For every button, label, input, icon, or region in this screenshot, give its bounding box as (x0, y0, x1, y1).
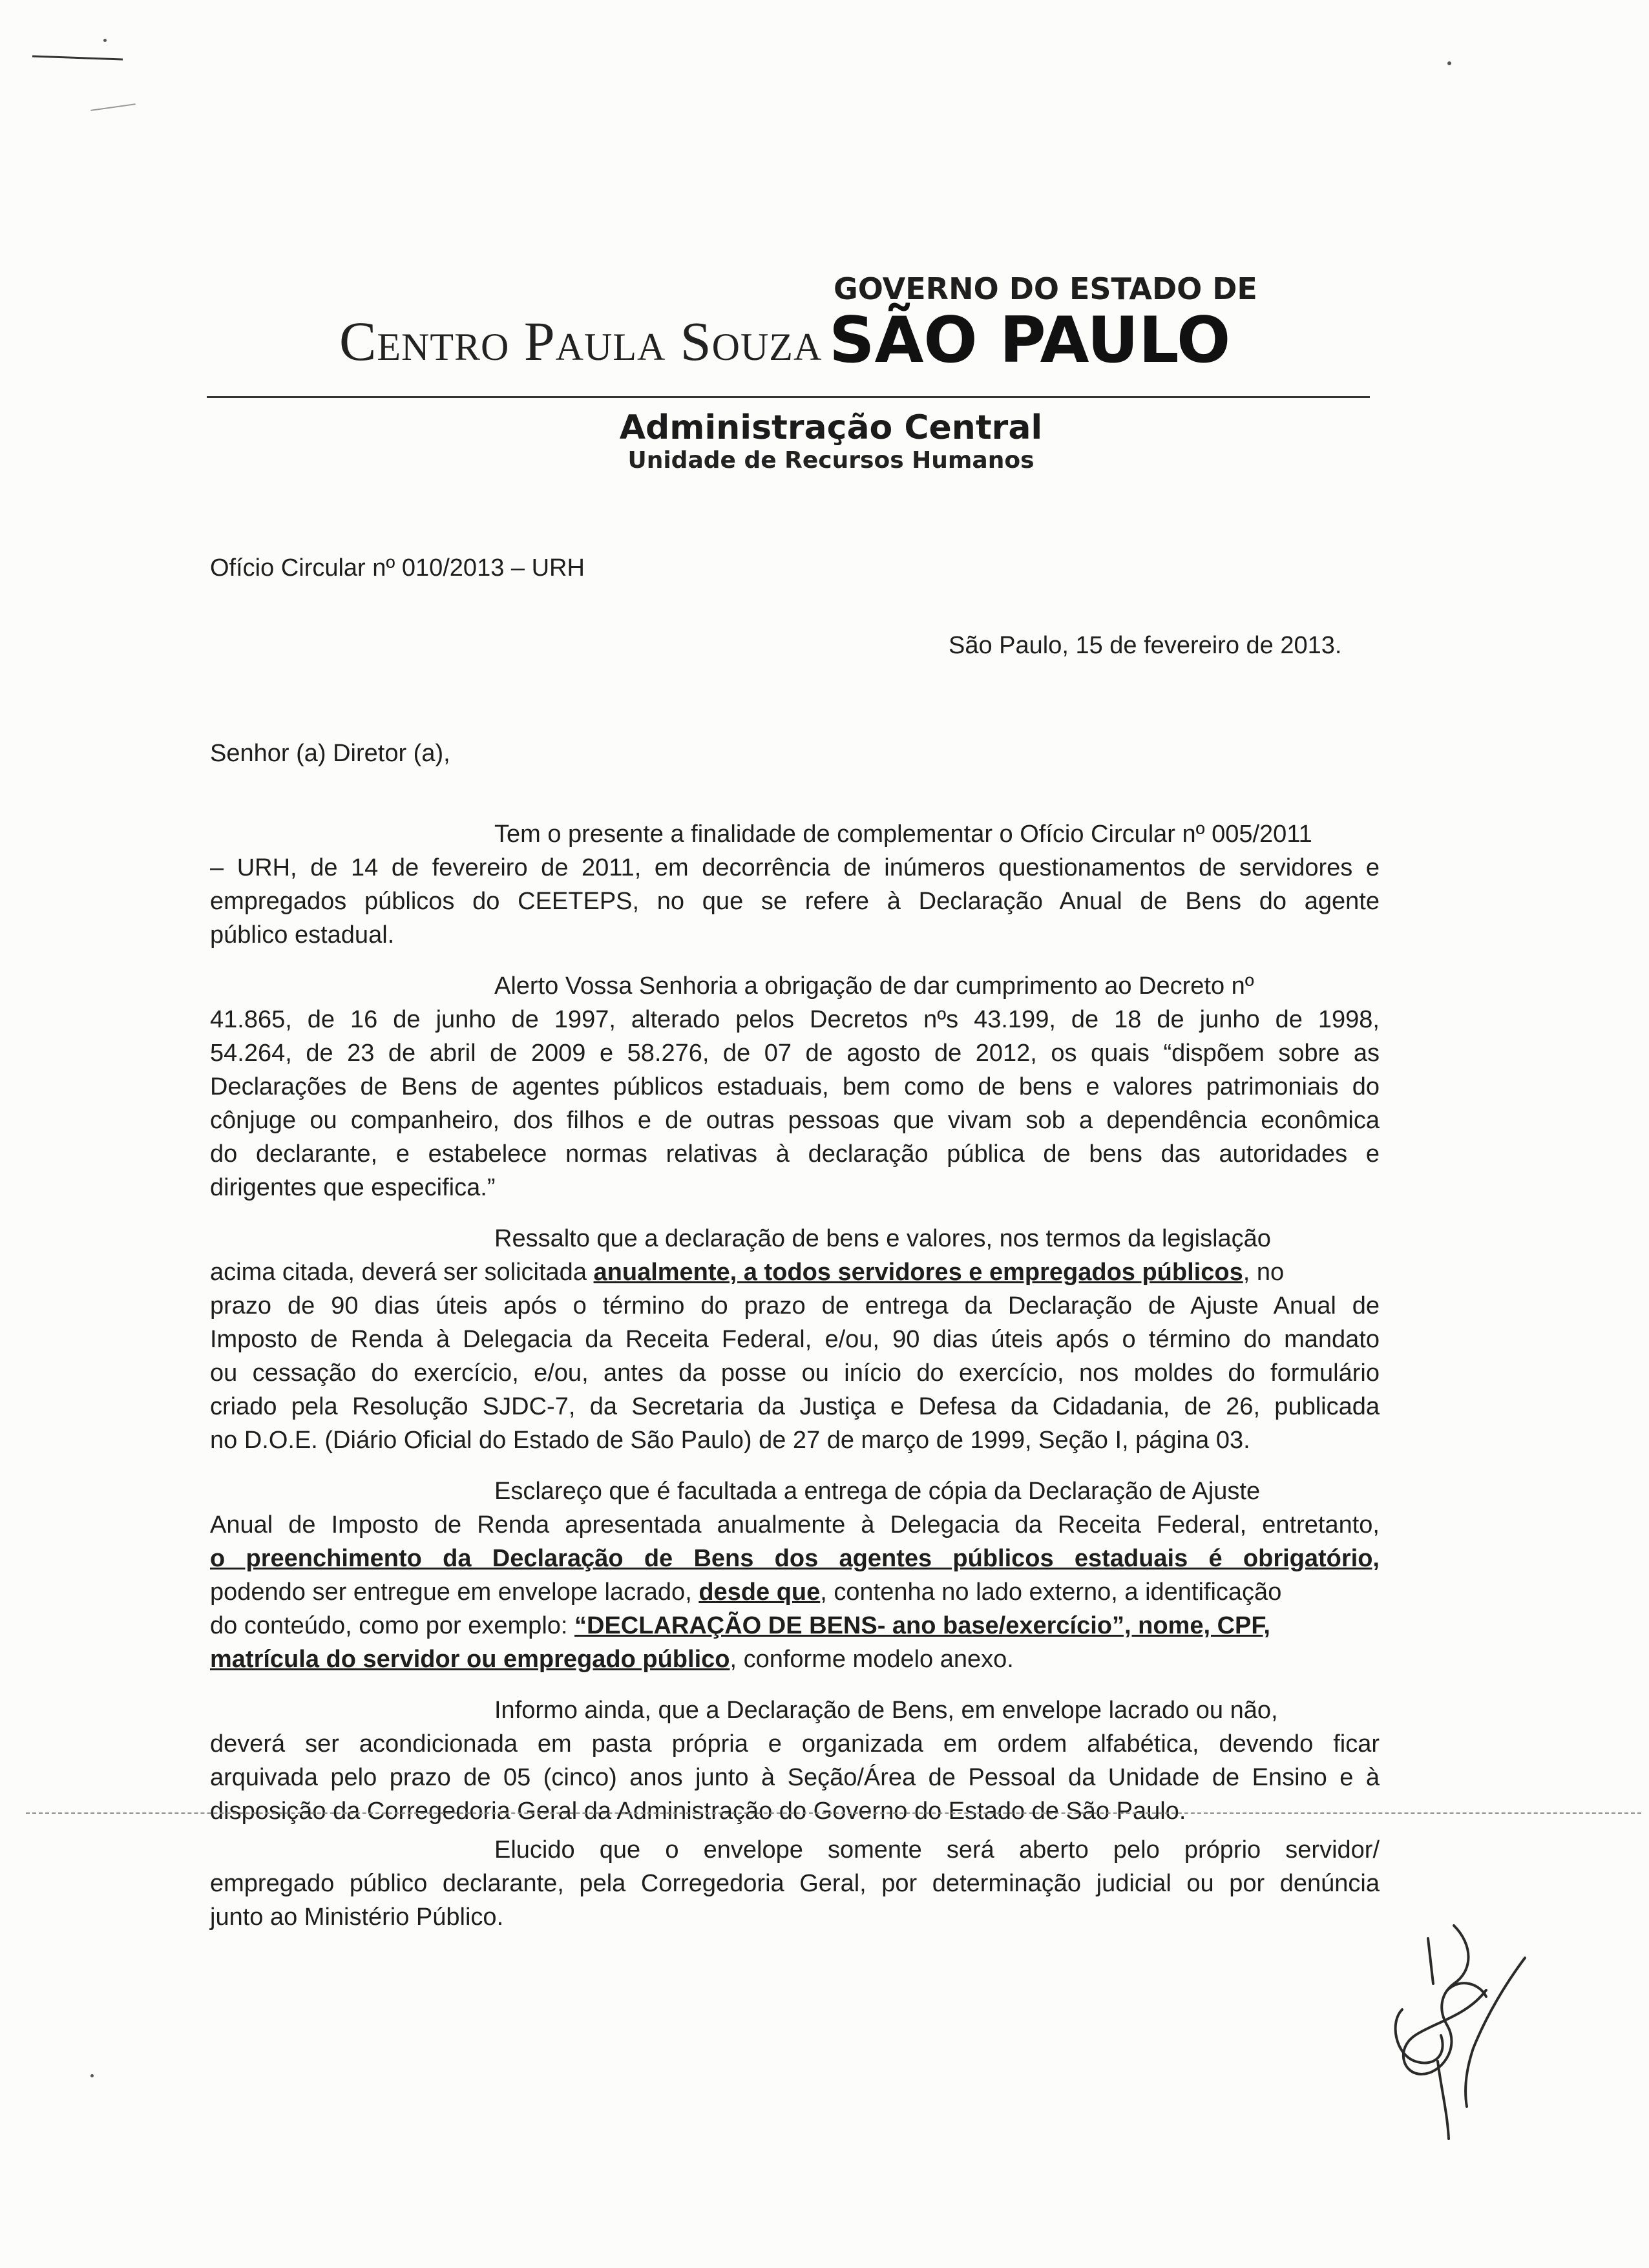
reference-number: Ofício Circular nº 010/2013 – URH (210, 554, 585, 582)
text-span: , contenha no lado externo, a identificação (820, 1579, 1282, 1606)
text-line: Informo ainda, que a Declaração de Bens, em envelope lacrado ou não, (494, 1697, 1278, 1724)
text-line: Ressalto que a declaração de bens e valores, nos termos da legislação (494, 1225, 1271, 1252)
text-line: Declarações de Bens de agentes públicos estaduais, bem como de bens e valores patrimoniais do (210, 1073, 1380, 1100)
text-line: Imposto de Renda à Delegacia da Receita Federal, e/ou, 90 dias úteis após o término do mandato (210, 1326, 1380, 1353)
date-line: São Paulo, 15 de fevereiro de 2013. (949, 632, 1342, 659)
text-line (210, 1579, 1281, 1606)
salutation: Senhor (a) Diretor (a), (210, 740, 450, 767)
text-line: deverá ser acondicionada em pasta própria e organizada em ordem alfabética, devendo ficar (210, 1730, 1380, 1758)
text-line: – URH, de 14 de fevereiro de 2011, em decorrência de inúmeros questionamentos de servidores e (210, 854, 1380, 881)
department-name: Administração Central (619, 408, 1043, 447)
scan-speck (90, 103, 136, 111)
scan-mark (32, 56, 123, 61)
text-span: , conforme modelo anexo. (730, 1646, 1014, 1673)
text-line (210, 1646, 1014, 1674)
text-line: 54.264, de 23 de abril de 2009 e 58.276, de 07 de agosto de 2012, os quais “dispõem sobre as (210, 1040, 1380, 1067)
text-line: do declarante, e estabelece normas relativas à declaração pública de bens das autoridades e (210, 1140, 1380, 1168)
text-line: junto ao Ministério Público. (210, 1904, 504, 1931)
text-span: , no (1243, 1259, 1285, 1286)
text-line (210, 1259, 1284, 1286)
text-line: criado pela Resolução SJDC-7, da Secretaria da Justiça e Defesa da Cidadania, de 26, publicada (210, 1393, 1380, 1420)
text-line: Alerto Vossa Senhoria a obrigação de dar cumprimento ao Decreto nº (494, 972, 1254, 1000)
text-span: podendo ser entregue em envelope lacrado, (210, 1579, 699, 1606)
text-line: no D.O.E. (Diário Oficial do Estado de São Paulo) de 27 de março de 1999, Seção I, página 03. (210, 1427, 1250, 1454)
text-line: público estadual. (210, 921, 395, 949)
scan-speck (90, 2074, 94, 2077)
page-divider (26, 1812, 1641, 1814)
text-line (210, 1612, 1270, 1640)
text-line: Elucido que o envelope somente será aberto pelo próprio servidor/ (494, 1836, 1380, 1864)
emphasis-text: desde que (698, 1579, 821, 1606)
handwritten-signature (1376, 1913, 1544, 2145)
text-line: Anual de Imposto de Renda apresentada anualmente à Delegacia da Receita Federal, entretanto, (210, 1511, 1380, 1538)
text-line: ou cessação do exercício, e/ou, antes da posse ou início do exercício, nos moldes do formulário (210, 1360, 1380, 1387)
text-span: acima citada, deverá ser solicitada (210, 1259, 594, 1286)
letterhead-rule (207, 396, 1370, 398)
text-line: empregados públicos do CEETEPS, no que se refere à Declaração Anual de Bens do agente (210, 888, 1380, 915)
emphasis-line: o preenchimento da Declaração de Bens dos agentes públicos estaduais é obrigatório, (210, 1545, 1380, 1572)
text-line: empregado público declarante, pela Corregedoria Geral, por determinação judicial ou por denúncia (210, 1870, 1380, 1897)
text-line: disposição da Corregedoria Geral da Administração do Governo do Estado de São Paulo. (210, 1798, 1186, 1825)
emphasis-text: anualmente, a todos servidores e empregados públicos (593, 1259, 1243, 1286)
unit-name: Unidade de Recursos Humanos (627, 447, 1035, 474)
government-line: GOVERNO DO ESTADO DE (834, 271, 1257, 306)
scan-speck (103, 39, 107, 42)
text-line: cônjuge ou companheiro, dos filhos e de outras pessoas que vivam sob a dependência econômica (210, 1107, 1380, 1134)
emphasis-text: “DECLARAÇÃO DE BENS- ano base/exercício”, nome, CPF, (574, 1612, 1270, 1639)
state-name: SÃO PAULO (829, 304, 1231, 377)
text-span: do conteúdo, como por exemplo: (210, 1612, 575, 1639)
scan-speck (1447, 61, 1451, 65)
text-line: dirigentes que especifica.” (210, 1174, 496, 1201)
text-line: prazo de 90 dias úteis após o término do prazo de entrega da Declaração de Ajuste Anual de (210, 1292, 1380, 1319)
text-line: Esclareço que é facultada a entrega de cópia da Declaração de Ajuste (494, 1478, 1261, 1505)
text-line: arquivada pelo prazo de 05 (cinco) anos junto à Seção/Área de Pessoal da Unidade de Ensino e à (210, 1764, 1380, 1791)
emphasis-text: matrícula do servidor ou empregado público (210, 1646, 730, 1673)
institution-logo-text: Centro Paula Souza (339, 310, 823, 372)
text-line: Tem o presente a finalidade de complementar o Ofício Circular nº 005/2011 (494, 821, 1312, 848)
text-line: 41.865, de 16 de junho de 1997, alterado pelos Decretos nºs 43.199, de 18 de junho de 1998, (210, 1006, 1380, 1033)
